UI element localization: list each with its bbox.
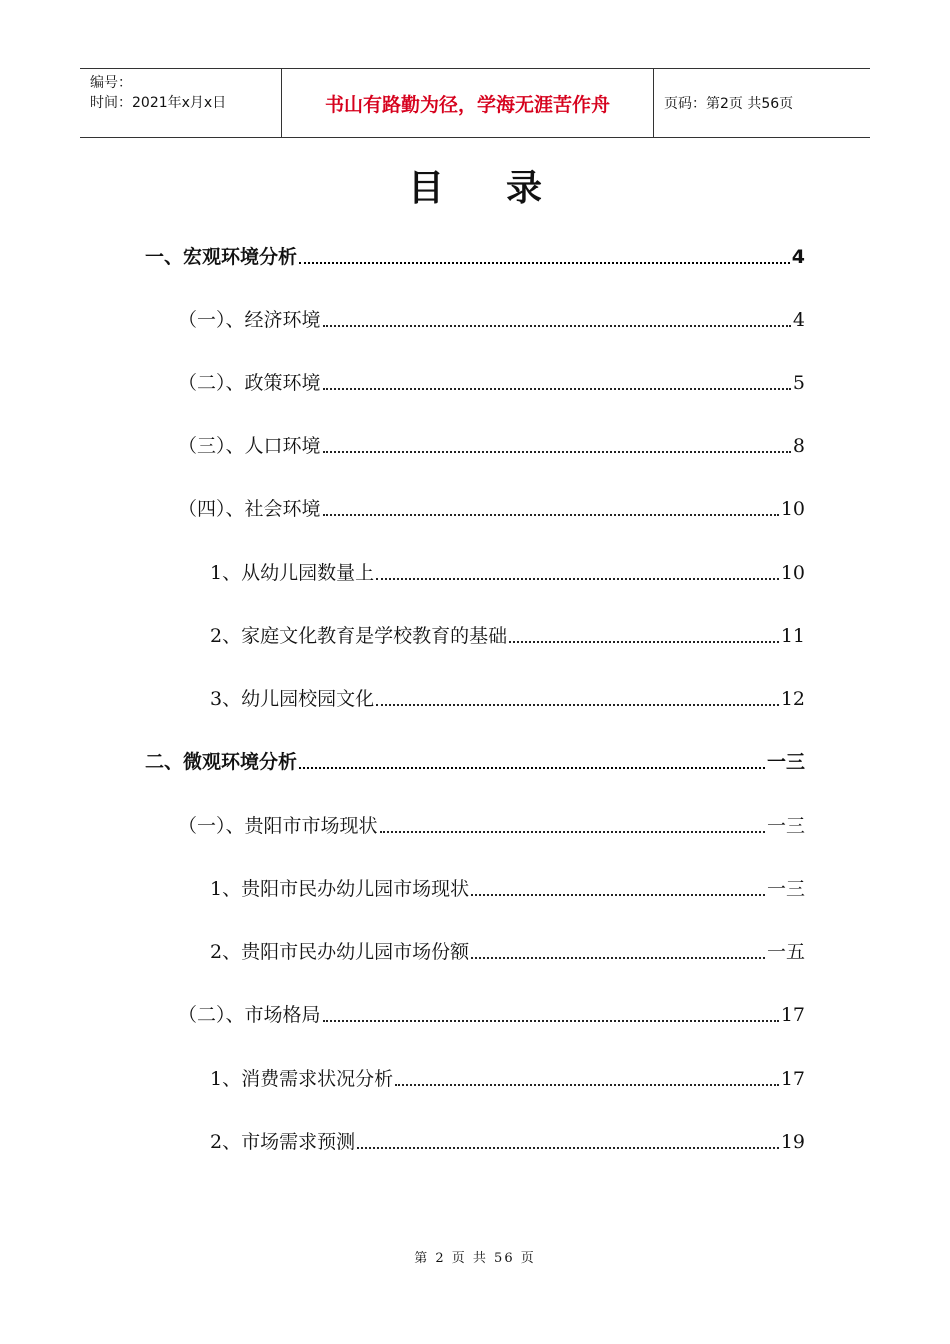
toc-entry-label: 一、宏观环境分析 bbox=[145, 246, 298, 268]
toc-entry[interactable] bbox=[178, 809, 805, 839]
toc-entry-page: 8 bbox=[792, 435, 805, 457]
toc-entry-label: （一）、贵阳市市场现状 bbox=[178, 815, 378, 837]
toc-entry-page: 一三 bbox=[766, 751, 805, 773]
toc-leader bbox=[395, 1083, 779, 1086]
toc-entry[interactable] bbox=[210, 872, 805, 902]
toc-entry-label: 2、市场需求预测 bbox=[210, 1131, 356, 1153]
toc-leader bbox=[376, 703, 779, 706]
toc-entry[interactable] bbox=[210, 1062, 805, 1092]
toc-leader bbox=[323, 450, 791, 453]
toc-entry[interactable] bbox=[178, 429, 805, 459]
toc-entry-label: （二）、市场格局 bbox=[178, 1004, 321, 1026]
toc-entry[interactable] bbox=[210, 1125, 805, 1155]
toc-entry-label: （三）、人口环境 bbox=[178, 435, 321, 457]
toc-leader bbox=[323, 324, 791, 327]
toc-entry-page: 4 bbox=[791, 246, 805, 268]
toc-leader bbox=[376, 577, 779, 580]
toc-entry-label: 1、从幼儿园数量上 bbox=[210, 562, 375, 584]
toc-entry-label: 1、消费需求状况分析 bbox=[210, 1068, 394, 1090]
toc-entry-label: 2、家庭文化教育是学校教育的基础 bbox=[210, 625, 508, 647]
header-page-label: 页码：第2页 共56页 bbox=[664, 96, 794, 112]
toc-entry-page: 5 bbox=[792, 372, 805, 394]
toc-entry[interactable] bbox=[210, 556, 805, 586]
toc-entry-label: （一）、经济环境 bbox=[178, 309, 321, 331]
toc-entry-label: 1、贵阳市民办幼儿园市场现状 bbox=[210, 878, 470, 900]
toc-entry-page: 17 bbox=[780, 1004, 805, 1026]
toc-entry[interactable] bbox=[210, 935, 805, 965]
toc-entry[interactable] bbox=[210, 682, 805, 712]
page-header bbox=[80, 68, 870, 138]
toc-leader bbox=[357, 1146, 779, 1149]
toc-entry[interactable] bbox=[178, 366, 805, 396]
toc-entry[interactable] bbox=[145, 745, 805, 775]
toc-entry-page: 19 bbox=[780, 1131, 805, 1153]
toc-entry-page: 4 bbox=[792, 309, 805, 331]
toc-leader bbox=[323, 387, 791, 390]
toc-leader bbox=[299, 766, 765, 769]
toc-leader bbox=[471, 956, 765, 959]
toc-entry-page: 一五 bbox=[766, 941, 805, 963]
header-motto: 书山有路勤为径，学海无涯苦作舟 bbox=[282, 69, 654, 137]
toc-leader bbox=[380, 830, 765, 833]
page-footer: 第 2 页 共 56 页 bbox=[414, 1251, 536, 1266]
toc-entry-page: 10 bbox=[780, 562, 805, 584]
toc-entry-page: 12 bbox=[780, 688, 805, 710]
document-time-label: 时间：2021年x月x日 bbox=[90, 95, 227, 111]
toc-leader bbox=[471, 893, 765, 896]
toc-entry-page: 10 bbox=[780, 498, 805, 520]
toc-entry[interactable] bbox=[178, 492, 805, 522]
toc-entry-page: 一三 bbox=[766, 878, 805, 900]
toc-entry-label: （二）、政策环境 bbox=[178, 372, 321, 394]
toc-entry-page: 11 bbox=[780, 625, 805, 647]
toc-leader bbox=[299, 261, 790, 264]
toc-title: 目录 bbox=[407, 168, 604, 209]
document-number-label: 编号： bbox=[90, 75, 132, 91]
toc-leader bbox=[323, 1019, 779, 1022]
toc-entry[interactable] bbox=[210, 619, 805, 649]
toc-entry-page: 一三 bbox=[766, 815, 805, 837]
toc-entry[interactable] bbox=[178, 998, 805, 1028]
toc-leader bbox=[323, 513, 779, 516]
toc-entry-label: 2、贵阳市民办幼儿园市场份额 bbox=[210, 941, 470, 963]
toc-entry-label: （四）、社会环境 bbox=[178, 498, 321, 520]
toc-entry[interactable] bbox=[145, 240, 805, 270]
toc-leader bbox=[509, 640, 779, 643]
toc-entry[interactable] bbox=[178, 303, 805, 333]
toc-entry-page: 17 bbox=[780, 1068, 805, 1090]
header-left bbox=[80, 69, 282, 137]
toc-entry-label: 二、微观环境分析 bbox=[145, 751, 298, 773]
toc-entry-label: 3、幼儿园校园文化 bbox=[210, 688, 375, 710]
